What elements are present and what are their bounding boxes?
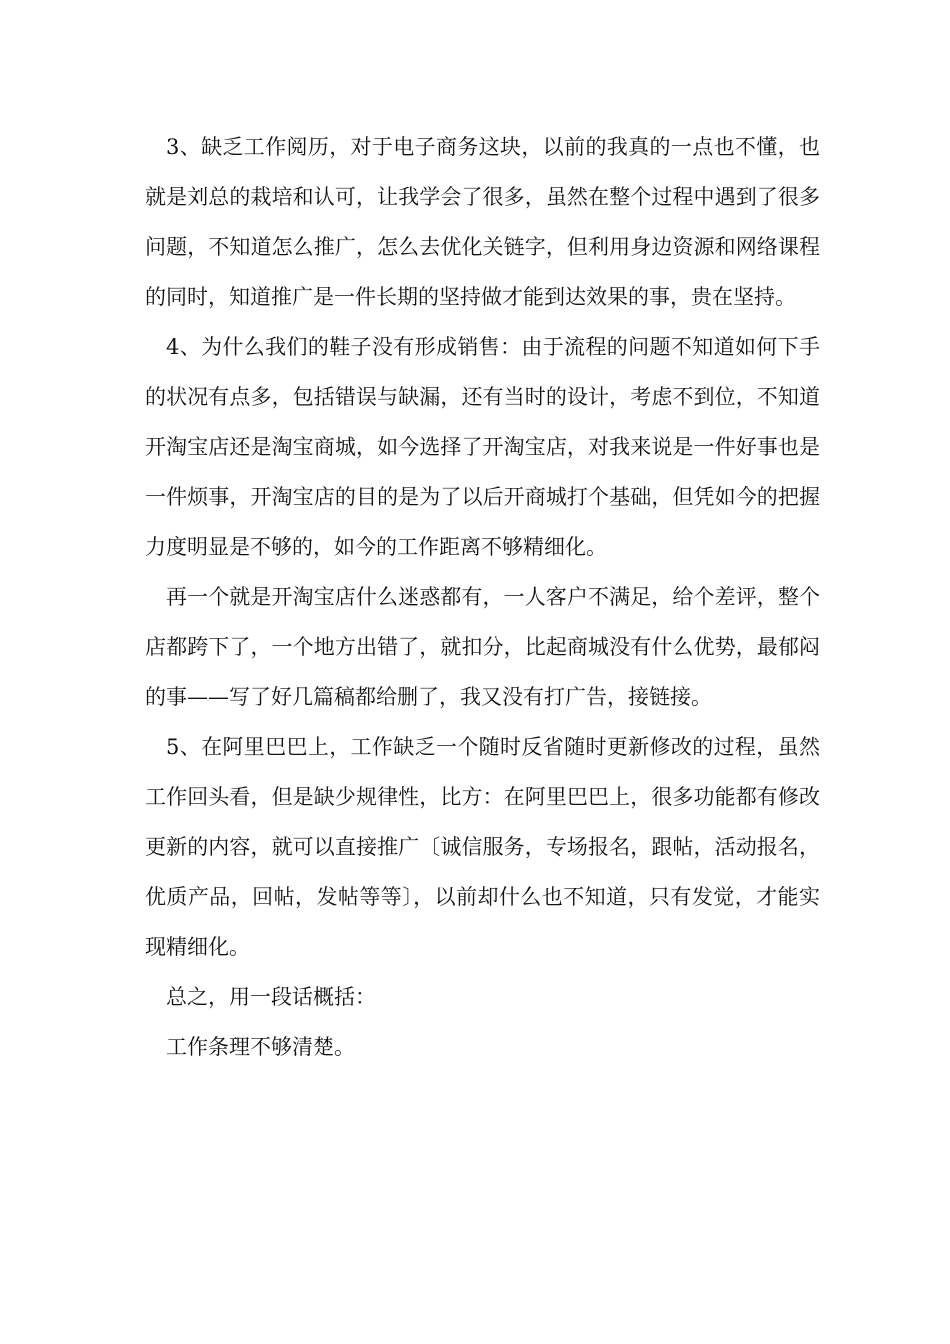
paragraph-taobao-issues: 再一个就是开淘宝店什么迷惑都有，一人客户不满足，给个差评，整个店都跨下了，一个地方出错了，就扣分，比起商城没有什么优势，最郁闷的事——写了好几篇稿都给删了，我又没有打广告，接链接。 <box>145 585 820 709</box>
paragraph-summary: 工作条理不够清楚。 <box>166 1035 355 1059</box>
paragraph-point-3: 3、缺乏工作阅历，对于电子商务这块，以前的我真的一点也不懂，也就是刘总的栽培和认可，让我学会了很多，虽然在整个过程中遇到了很多问题，不知道怎么推广，怎么去优化关链字，但利用身边资源和网络课程的同时，知道推广是一件长期的坚持做才能到达效果的事，贵在坚持。 <box>145 135 820 309</box>
document-body <box>145 122 820 1072</box>
paragraph-summary-intro: 总之，用一段话概括： <box>166 985 376 1009</box>
paragraph-point-5: 5、在阿里巴巴上，工作缺乏一个随时反省随时更新修改的过程，虽然工作回头看，但是缺少规律性，比方：在阿里巴巴上，很多功能都有修改更新的内容，就可以直接推广〔诚信服务，专场报名，跟帖，活动报名，优质产品，回帖，发帖等等〕，以前却什么也不知道，只有发觉，才能实现精细化。 <box>145 735 820 959</box>
paragraph-point-4: 4、为什么我们的鞋子没有形成销售：由于流程的问题不知道如何下手的状况有点多，包括错误与缺漏，还有当时的设计，考虑不到位，不知道开淘宝店还是淘宝商城，如今选择了开淘宝店，对我来说是一件好事也是一件烦事，开淘宝店的目的是为了以后开商城打个基础，但凭如今的把握力度明显是不够的，如今的工作距离不够精细化。 <box>145 335 820 559</box>
